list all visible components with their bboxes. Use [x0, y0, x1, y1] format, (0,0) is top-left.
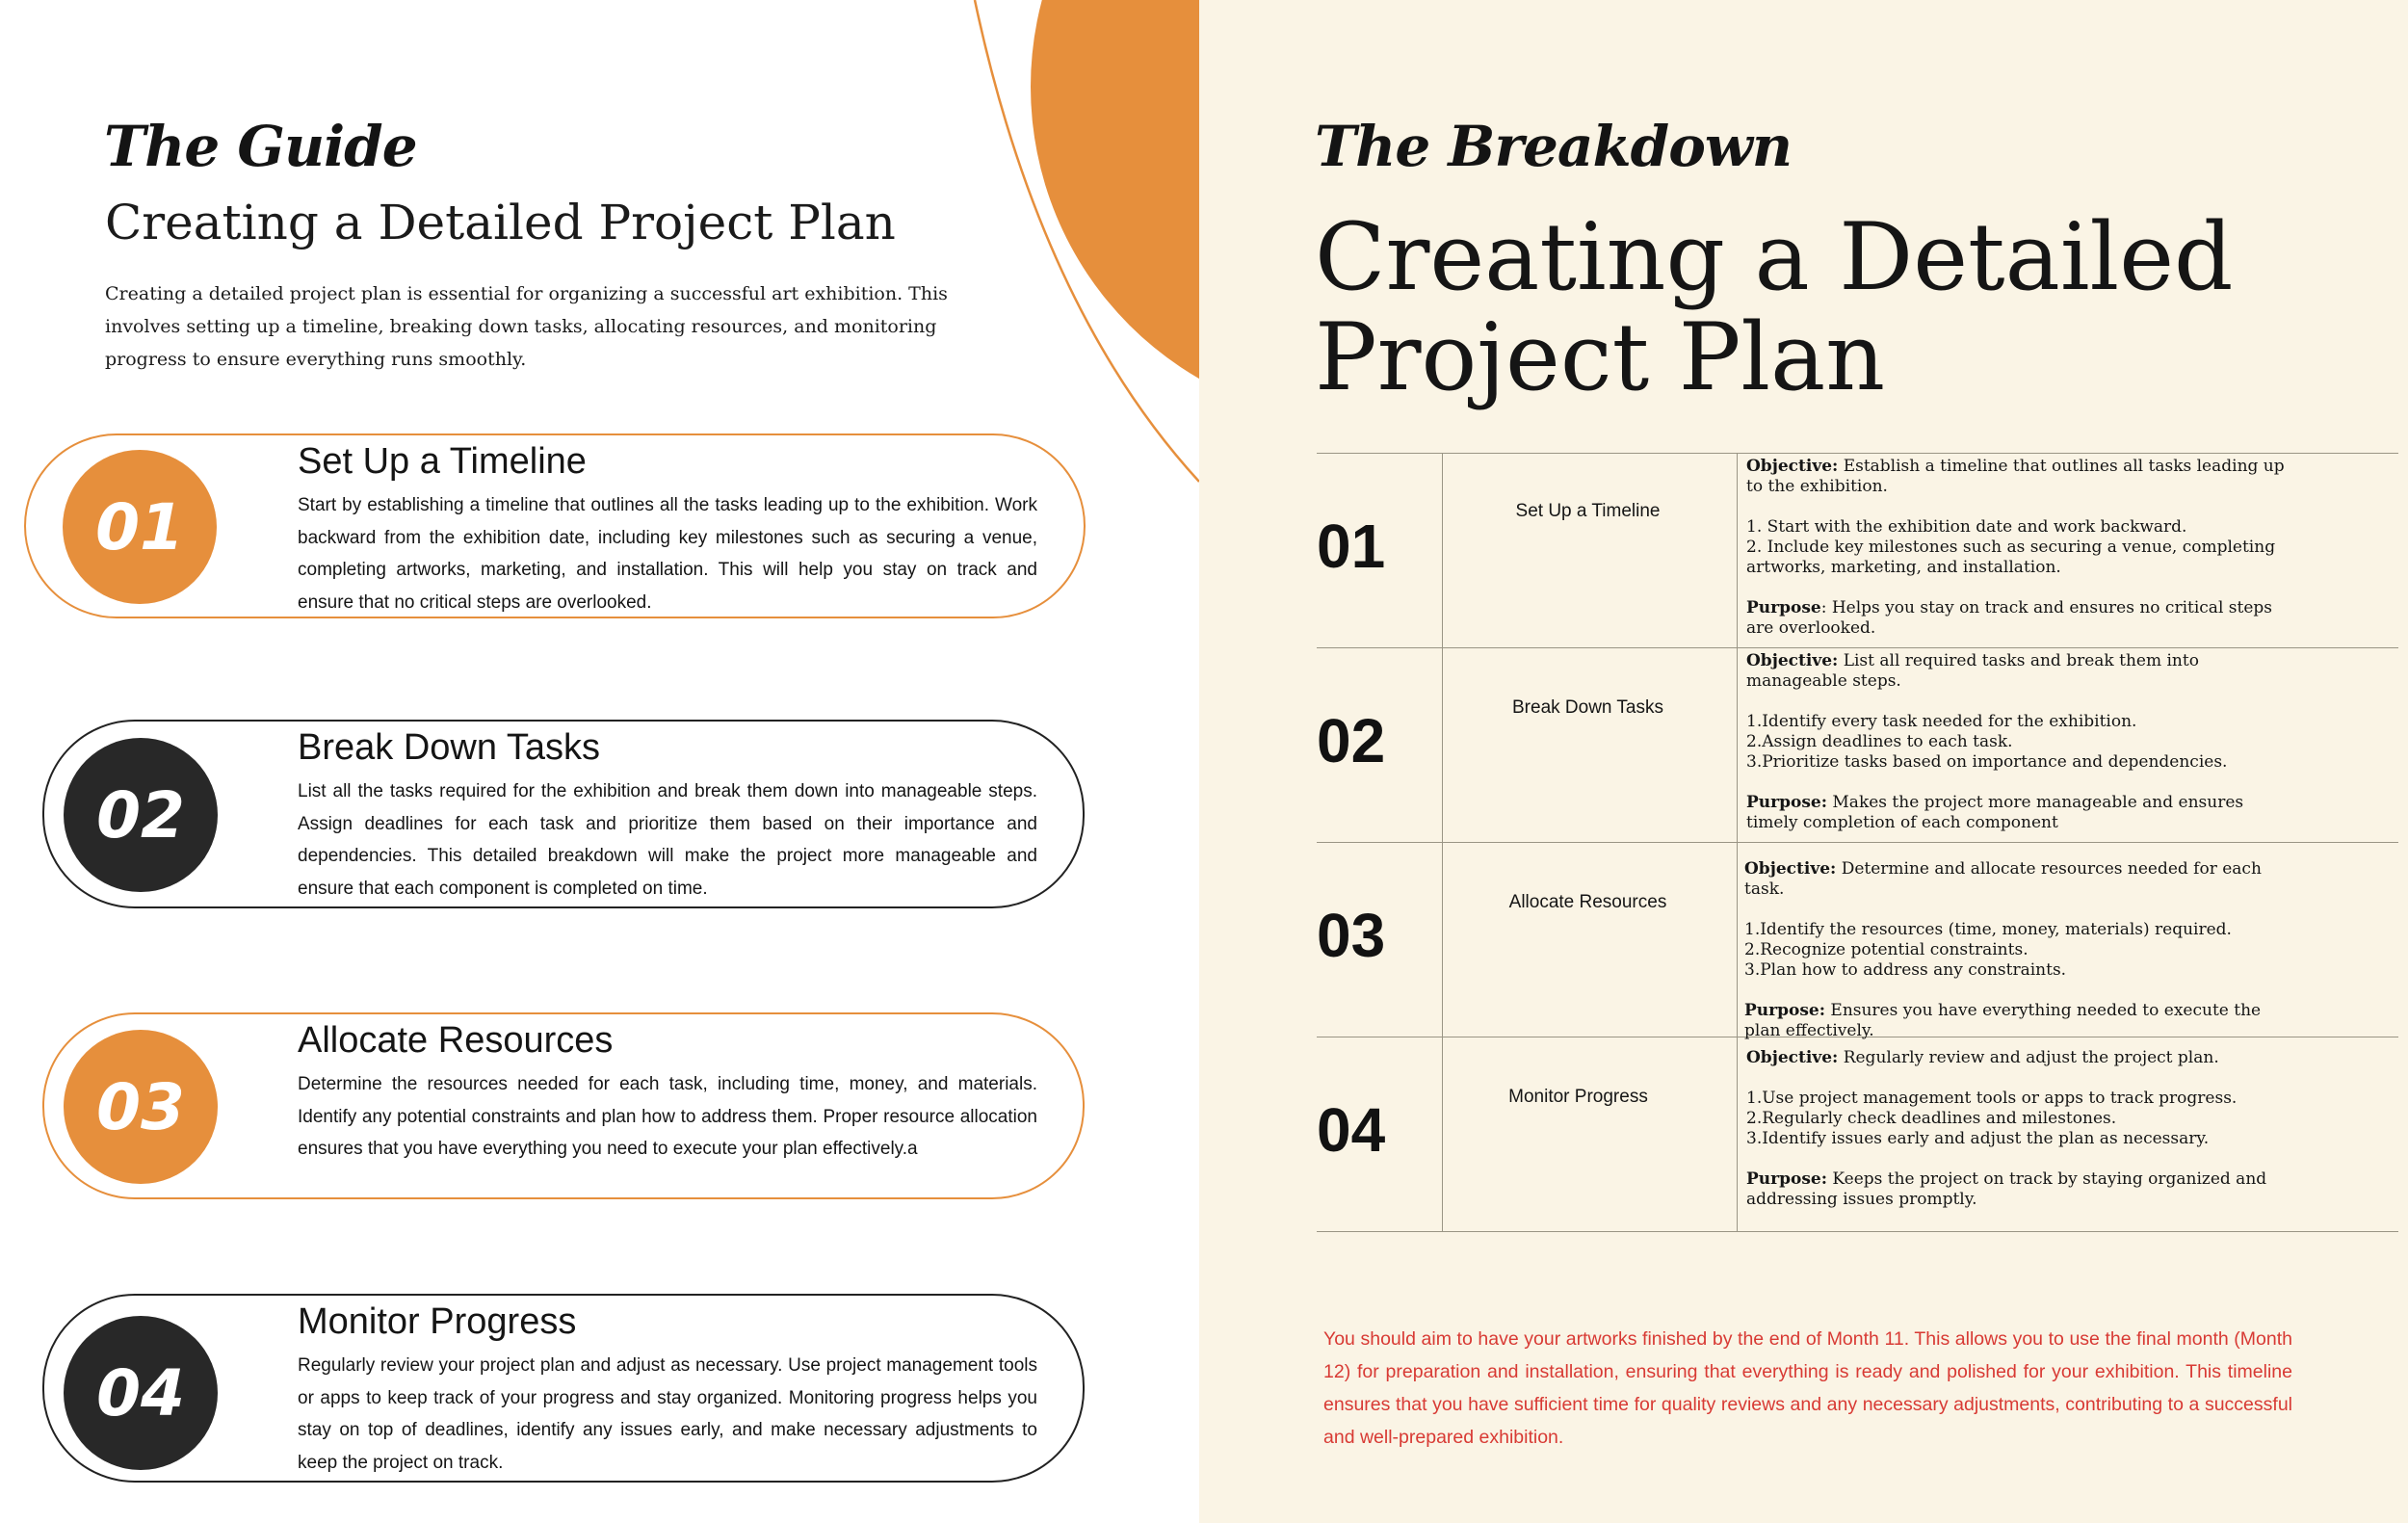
row-task: Break Down Tasks [1512, 697, 1663, 718]
row-step: 1.Identify the resources (time, money, materials) required. [1744, 920, 2232, 939]
row-purpose [1744, 1001, 2298, 1041]
breakdown-title: Creating a Detailed Project Plan [1315, 203, 2234, 411]
row-detail [1744, 859, 2298, 1041]
row-task: Set Up a Timeline [1515, 501, 1661, 521]
row-step: 1. Start with the exhibition date and work backward. [1746, 517, 2187, 537]
step-number-badge: 04 [64, 1316, 218, 1470]
row-purpose [1746, 1169, 2300, 1210]
row-objective [1744, 859, 2298, 900]
purpose-text: : Helps you stay on track and ensures no critical steps are overlooked. [1746, 598, 2273, 638]
row-detail [1746, 457, 2300, 639]
row-detail [1746, 1048, 2300, 1210]
guide-intro: Creating a detailed project plan is essential for organizing a successful art exhibition. This involves setting up a timeline, breaking down tasks, allocating resources, and monitoring progress to ensure everything runs smoothly. [105, 283, 948, 370]
purpose-text: Keeps the project on track by staying organized and addressing issues promptly. [1746, 1169, 2267, 1209]
purpose-text: Ensures you have everything needed to execute the plan effectively. [1744, 1001, 2262, 1040]
row-number: 04 [1317, 1095, 1386, 1165]
step-description: Start by establishing a timeline that outlines all the tasks leading up to the exhibition. Work backward from the exhibition date, including key milestones such as securing a venue, completing artworks, marketing, and installation. This will help you stay on track and ensure that no critical steps are overlooked. [298, 495, 1037, 613]
objective-label: Objective: [1746, 651, 1839, 670]
row-objective [1746, 651, 2300, 692]
step-title: Set Up a Timeline [298, 441, 587, 482]
row-number: 03 [1317, 901, 1386, 970]
step-number-badge: 01 [63, 450, 217, 604]
row-step: 3.Identify issues early and adjust the plan as necessary. [1746, 1129, 2210, 1148]
row-step: 2.Assign deadlines to each task. [1746, 732, 2013, 751]
row-detail [1746, 651, 2300, 833]
table-divider [1317, 1231, 2398, 1232]
objective-text: Determine and allocate resources needed for each task. [1744, 859, 2262, 899]
objective-text: Establish a timeline that outlines all tasks leading up to the exhibition. [1746, 457, 2285, 496]
table-row [1317, 453, 2398, 647]
row-number: 02 [1317, 706, 1386, 775]
row-step: 1.Identify every task needed for the exhibition. [1746, 712, 2137, 731]
guide-script-heading: The Guide [104, 114, 417, 179]
row-step: 3.Prioritize tasks based on importance and dependencies. [1746, 752, 2228, 772]
timeline-note: You should aim to have your artworks finished by the end of Month 11. This allows you to use the final month (Month 12) for preparation and installation, ensuring that everything is ready and polished for your exhibition. This timeline ensures that you have sufficient time for quality reviews and any necessary adjustments, contributing to a successful and well-prepared exhibition. [1323, 1328, 2292, 1448]
step-card-1 [24, 433, 1086, 618]
step-description: Regularly review your project plan and adjust as necessary. Use project management tools or apps to keep track of your progress and stay organized. Monitoring progress helps you stay on top of deadlines, identify any issues early, and make necessary adjustments to keep the project on track. [298, 1355, 1037, 1473]
row-objective [1746, 457, 2300, 497]
table-row [1317, 647, 2398, 842]
step-number-badge: 02 [64, 738, 218, 892]
step-description: Determine the resources needed for each task, including time, money, and materials. Identify any potential constraints and plan how to address them. Proper resource allocation ensures that you have everything you need to execute your plan effectively.a [298, 1074, 1037, 1159]
guide-title: Creating a Detailed Project Plan [105, 195, 896, 250]
purpose-label: Purpose [1746, 598, 1821, 617]
row-step: 2. Include key milestones such as securing a venue, completing artworks, marketing, and installation. [1746, 538, 2276, 577]
decorative-arc [0, 0, 1199, 501]
step-card-4 [42, 1294, 1085, 1483]
row-step: 1.Use project management tools or apps to track progress. [1746, 1089, 2238, 1108]
row-step: 3.Plan how to address any constraints. [1744, 960, 2067, 980]
row-step: 2.Recognize potential constraints. [1744, 940, 2028, 959]
objective-label: Objective: [1744, 859, 1837, 879]
purpose-label: Purpose: [1744, 1001, 1825, 1020]
step-card-2 [42, 720, 1085, 908]
objective-label: Objective: [1746, 1048, 1839, 1067]
step-title: Break Down Tasks [298, 727, 600, 768]
step-title: Monitor Progress [298, 1301, 577, 1342]
objective-text: Regularly review and adjust the project plan. [1838, 1048, 2219, 1067]
row-purpose [1746, 598, 2300, 639]
table-row [1317, 1037, 2398, 1231]
row-objective [1746, 1048, 2300, 1068]
row-task: Monitor Progress [1508, 1087, 1648, 1107]
row-step: 2.Regularly check deadlines and milestones. [1746, 1109, 2117, 1128]
purpose-text: Makes the project more manageable and ensures timely completion of each component [1746, 793, 2244, 832]
guide-page [0, 0, 1199, 1523]
purpose-label: Purpose: [1746, 793, 1827, 812]
row-task: Allocate Resources [1508, 892, 1667, 912]
row-purpose [1746, 793, 2300, 833]
step-title: Allocate Resources [298, 1020, 614, 1061]
breakdown-script-heading: The Breakdown [1315, 114, 1793, 179]
objective-text: List all required tasks and break them into manageable steps. [1746, 651, 2199, 691]
step-card-3 [42, 1012, 1085, 1199]
table-row [1317, 842, 2398, 1040]
step-description: List all the tasks required for the exhibition and break them down into manageable steps. Assign deadlines for each task and prioritize them based on their importance and dependencies. This detailed breakdown will make the project more manageable and ensure that each component is completed on time. [298, 781, 1037, 899]
step-number-badge: 03 [64, 1030, 218, 1184]
objective-label: Objective: [1746, 457, 1839, 476]
purpose-label: Purpose: [1746, 1169, 1827, 1189]
row-number: 01 [1317, 512, 1386, 581]
